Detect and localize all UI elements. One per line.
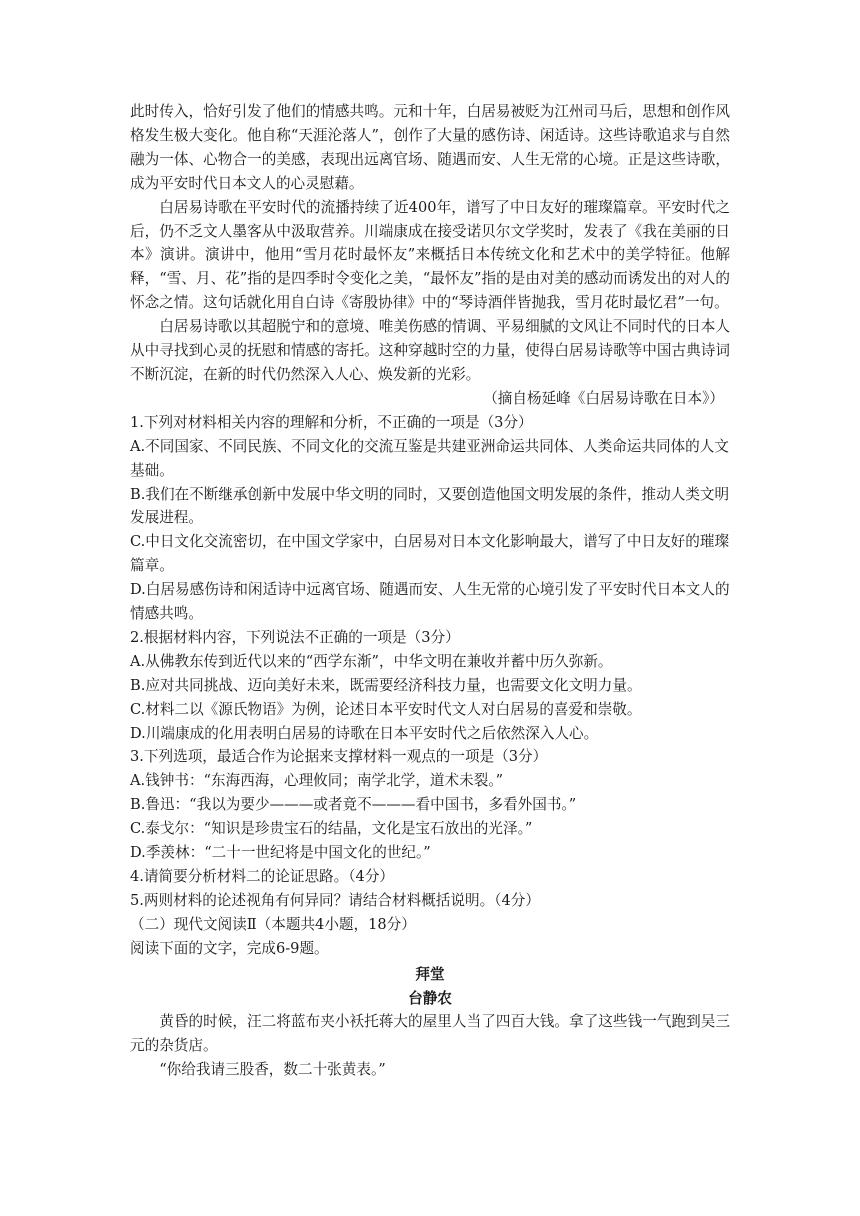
section-heading: （二）现代文阅读Ⅱ（本题共4小题，18分） xyxy=(130,915,416,933)
document-page xyxy=(130,100,730,1082)
question-2-stem: 2.根据材料内容，下列说法不正确的一项是（3分） xyxy=(130,628,460,646)
story-author: 台静农 xyxy=(408,989,452,1007)
question-3-option-c: C.泰戈尔：“知识是珍贵宝石的结晶，文化是宝石放出的光泽。” xyxy=(130,820,533,838)
question-3-option-a: A.钱钟书：“东海西海，心理攸同；南学北学，道术未裂。” xyxy=(130,772,504,790)
question-1-option-b: B.我们在不断继承创新中发展中华文明的同时，又要创造他国文明发展的条件，推动人类文明发展进程。 xyxy=(130,485,730,527)
story-paragraph-1: 黄昏的时候，汪二将蓝布夹小袄托蒋大的屋里人当了四百大钱。拿了这些钱一气跑到吴三元的杂货店。 xyxy=(130,1013,730,1055)
story-title: 拜堂 xyxy=(415,965,445,983)
question-3-option-d: D.季羡林：“二十一世纪将是中国文化的世纪。” xyxy=(130,844,431,862)
question-1-stem: 1.下列对材料相关内容的理解和分析，不正确的一项是（3分） xyxy=(130,413,533,431)
question-1 xyxy=(130,411,730,626)
question-1-option-a: A.不同国家、不同民族、不同文化的交流互鉴是共建亚洲命运共同体、人类命运共同体的人文基础。 xyxy=(130,437,729,479)
question-5: 5.两则材料的论述视角有何异同？请结合材料概括说明。（4分） xyxy=(130,891,540,909)
question-1-option-c: C.中日文化交流密切，在中国文学家中，白居易对日本文化影响最大，谱写了中日友好的璀璨篇章。 xyxy=(130,533,730,575)
paragraph-intro-1: 此时传入，恰好引发了他们的情感共鸣。元和十年，白居易被贬为江州司马后，思想和创作风格发生极大变化。他自称“天涯沦落人”，创作了大量的感伤诗、闲适诗。这些诗歌追求与自然融为一体、心物合一的美感，表现出远离官场、随遇而安、人生无常的心境。正是这些诗歌，成为平安时代日本文人的心灵慰藉。 xyxy=(130,103,730,192)
question-2-option-c: C.材料二以《源氏物语》为例，论述日本平安时代文人对白居易的喜爱和崇敬。 xyxy=(130,700,642,718)
paragraph-intro-2: 白居易诗歌在平安时代的流播持续了近400年，谱写了中日友好的璀璨篇章。平安时代之后，仍不乏文人墨客从中汲取营养。川端康成在接受诺贝尔文学奖时，发表了《我在美丽的日本》演讲。演讲中，他用“雪月花时最怀友”来概括日本传统文化和艺术中的美学特征。他解释，“雪、月、花”指的是四季时令变化之美，“最怀友”指的是由对美的感动而诱发出的对人的怀念之情。这句话就化用自白诗《寄殷协律》中的“琴诗酒伴皆抛我，雪月花时最忆君”一句。 xyxy=(130,198,730,312)
question-3-option-b: B.鲁迅：“我以为要少———或者竟不———看中国书，多看外国书。” xyxy=(130,796,577,814)
question-3-stem: 3.下列选项，最适合作为论据来支撑材料一观点的一项是（3分） xyxy=(130,748,548,766)
question-2-option-d: D.川端康成的化用表明白居易的诗歌在日本平安时代之后依然深入人心。 xyxy=(130,724,599,742)
question-2 xyxy=(130,626,730,746)
source-citation: （摘自杨延峰《白居易诗歌在日本》） xyxy=(483,389,724,407)
question-3 xyxy=(130,745,730,865)
question-1-option-d: D.白居易感伤诗和闲适诗中远离官场、随遇而安、人生无常的心境引发了平安时代日本文人的情感共鸣。 xyxy=(130,581,730,623)
question-4: 4.请简要分析材料二的论证思路。（4分） xyxy=(130,868,395,885)
story-paragraph-2: “你给我请三股香，数二十张黄表。” xyxy=(159,1061,386,1079)
paragraph-intro-3: 白居易诗歌以其超脱宁和的意境、唯美伤感的情调、平易细腻的文风让不同时代的日本人从中寻找到心灵的抚慰和情感的寄托。这种穿越时空的力量，使得白居易诗歌等中国古典诗词不断沉淀，在新的时代仍然深入人心、焕发新的光彩。 xyxy=(130,318,730,383)
reading-instruction: 阅读下面的文字，完成6-9题。 xyxy=(130,939,329,957)
question-2-option-a: A.从佛教东传到近代以来的“西学东渐”，中华文明在兼收并蓄中历久弥新。 xyxy=(130,652,613,670)
question-2-option-b: B.应对共同挑战、迈向美好未来，既需要经济科技力量，也需要文化文明力量。 xyxy=(130,676,642,694)
